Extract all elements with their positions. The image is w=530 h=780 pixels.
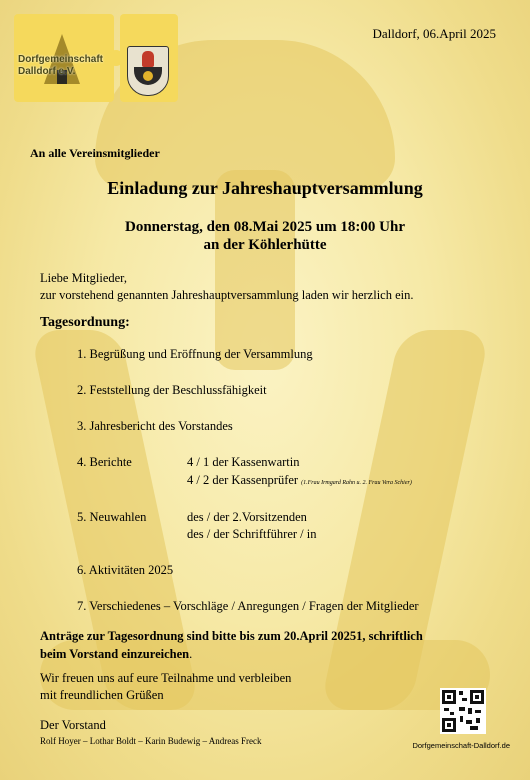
motions-deadline: beim Vorstand einzureichen: [40, 647, 190, 661]
watermark-shape: [215, 170, 295, 370]
agenda-subitem: [187, 473, 412, 488]
logo-line-1: Dorfgemeinschaft: [18, 54, 104, 65]
meeting-date: Donnerstag, den 08.Mai 2025 um 18:00 Uhr: [125, 219, 405, 235]
board-members: Rolf Hoyer – Lothar Boldt – Karin Budewig – Andreas Freck: [40, 736, 262, 746]
coat-of-arms-icon: [127, 46, 169, 96]
agenda-item: 7. Verschiedenes – Vorschläge / Anregungen / Fragen der Mitglieder: [77, 599, 419, 613]
agenda-heading: Tagesordnung:: [40, 315, 130, 330]
agenda-item: 1. Begrüßung und Eröffnung der Versammlung: [77, 347, 313, 361]
qr-code-icon[interactable]: [440, 688, 486, 734]
agenda-subitem: 4 / 1 der Kassenwartin: [187, 455, 300, 469]
logo-line-2: Dalldorf e.V.: [18, 66, 76, 77]
signature: Der Vorstand: [40, 718, 106, 732]
greeting: Liebe Mitglieder,: [40, 271, 127, 285]
letter-date: Dalldorf, 06.April 2025: [372, 26, 496, 41]
page-title: Einladung zur Jahreshauptversammlung: [107, 178, 423, 198]
agenda-subitem: des / der Schriftführer / in: [187, 527, 317, 541]
agenda-item: 6. Aktivitäten 2025: [77, 563, 174, 577]
agenda-item: 2. Feststellung der Beschlussfähigkeit: [77, 383, 267, 397]
agenda-subitem-text: 4 / 2 der Kassenprüfer: [187, 473, 299, 487]
auditors-note: (1.Frau Irmgard Rahn u. 2. Frau Vera Schier): [301, 480, 412, 486]
closing-text: mit freundlichen Grüßen: [40, 688, 164, 702]
shield-emblem: [143, 71, 153, 81]
motions-notice-line2: [40, 647, 192, 662]
motions-notice: Anträge zur Tagesordnung sind bitte bis zum 20.April 20251, schriftlich: [40, 629, 423, 643]
logo-puzzle-piece: [14, 14, 114, 102]
agenda-subitem: des / der 2.Vorsitzenden: [187, 510, 307, 524]
closing-text: Wir freuen uns auf eure Teilnahme und verbleiben: [40, 671, 292, 685]
website-link[interactable]: Dorfgemeinschaft-Dalldorf.de: [412, 741, 510, 750]
meeting-location: an der Köhlerhütte: [203, 237, 327, 253]
logo-text: [18, 54, 103, 78]
motions-period: .: [189, 647, 193, 661]
club-logo: [14, 14, 178, 102]
agenda-item: 3. Jahresbericht des Vorstandes: [77, 419, 233, 433]
agenda-item: 4. Berichte: [77, 455, 132, 469]
agenda-item: 5. Neuwahlen: [77, 510, 147, 524]
intro-text: zur vorstehend genannten Jahreshauptversammlung laden wir herzlich ein.: [40, 288, 414, 302]
charcoal-burner-figure: [142, 51, 154, 67]
salutation: An alle Vereinsmitglieder: [30, 146, 160, 160]
